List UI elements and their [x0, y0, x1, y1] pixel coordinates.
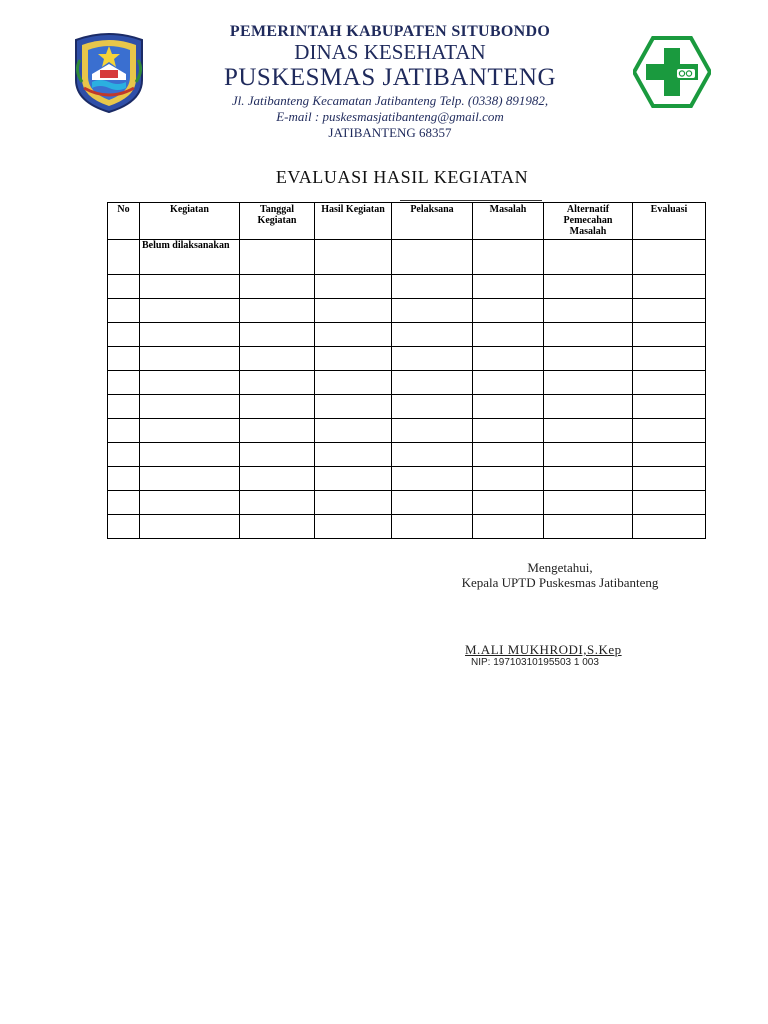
table-cell [544, 347, 633, 371]
letterhead-email: E-mail : puskesmasjatibanteng@gmail.com [276, 109, 504, 124]
table-cell [392, 240, 473, 275]
signature-acknowledged: Mengetahui, [527, 560, 593, 575]
table-cell [392, 371, 473, 395]
table-cell [633, 323, 706, 347]
table-cell [240, 371, 315, 395]
header-hasil-kegiatan: Hasil Kegiatan [315, 203, 392, 240]
table-row [108, 240, 706, 275]
table-cell [633, 240, 706, 275]
table-cell [108, 299, 140, 323]
table-cell [108, 371, 140, 395]
table-cell [544, 443, 633, 467]
table-cell [544, 419, 633, 443]
header-evaluasi: Evaluasi [633, 203, 706, 240]
table-cell [544, 323, 633, 347]
table-cell [240, 419, 315, 443]
letterhead-address: Jl. Jatibanteng Kecamatan Jatibanteng Telp. (0338) 891982, [231, 93, 549, 108]
table-row [108, 275, 706, 299]
table-cell [473, 515, 544, 539]
table-row [108, 299, 706, 323]
table-cell [140, 515, 240, 539]
table-row [108, 467, 706, 491]
regency-emblem-icon [70, 30, 148, 114]
table-cell [392, 443, 473, 467]
table-cell [140, 299, 240, 323]
table-cell [315, 299, 392, 323]
table-cell [140, 323, 240, 347]
table-row [108, 491, 706, 515]
table-cell [108, 467, 140, 491]
table-cell [473, 275, 544, 299]
signature-name: M.ALI MUKHRODI,S.Kep [465, 642, 622, 657]
table-cell [108, 240, 140, 275]
table-cell [315, 395, 392, 419]
letterhead-government: PEMERINTAH KABUPATEN SITUBONDO [229, 23, 551, 40]
table-cell [108, 443, 140, 467]
table-cell [108, 275, 140, 299]
table-cell [315, 491, 392, 515]
table-cell [633, 515, 706, 539]
table-cell [315, 347, 392, 371]
table-cell [473, 443, 544, 467]
table-cell [140, 275, 240, 299]
table-cell [140, 395, 240, 419]
letterhead-department: DINAS KESEHATAN [294, 40, 486, 64]
header-masalah: Masalah [473, 203, 544, 240]
table-cell [473, 240, 544, 275]
table-cell [240, 275, 315, 299]
table-cell [140, 467, 240, 491]
table-cell [392, 419, 473, 443]
table-cell [108, 395, 140, 419]
table-row [108, 419, 706, 443]
table-cell [544, 395, 633, 419]
table-cell [140, 371, 240, 395]
table-cell [633, 443, 706, 467]
table-cell [544, 240, 633, 275]
table-cell [108, 491, 140, 515]
table-cell [315, 323, 392, 347]
table-cell [315, 275, 392, 299]
table-cell [633, 419, 706, 443]
table-cell [240, 467, 315, 491]
header-tanggal-kegiatan: Tanggal Kegiatan [240, 203, 315, 240]
evaluation-table [107, 202, 706, 539]
table-cell [544, 275, 633, 299]
table-cell [544, 491, 633, 515]
table-cell [240, 515, 315, 539]
table-cell [392, 275, 473, 299]
table-header-row [108, 203, 706, 240]
table-cell [108, 323, 140, 347]
table-row [108, 323, 706, 347]
table-cell [633, 467, 706, 491]
table-row [108, 515, 706, 539]
table-cell-kegiatan: Belum dilaksanakan [140, 240, 240, 275]
table-cell [392, 515, 473, 539]
table-cell [392, 467, 473, 491]
table-cell [315, 240, 392, 275]
table-cell [633, 395, 706, 419]
header-pelaksana: Pelaksana [392, 203, 473, 240]
table-cell [392, 299, 473, 323]
table-cell [473, 419, 544, 443]
table-cell [315, 419, 392, 443]
table-cell [473, 395, 544, 419]
table-row [108, 443, 706, 467]
table-cell [633, 491, 706, 515]
table-cell [315, 467, 392, 491]
table-cell [140, 491, 240, 515]
table-cell [473, 347, 544, 371]
table-cell [240, 240, 315, 275]
table-cell [633, 371, 706, 395]
table-cell [633, 299, 706, 323]
table-row [108, 395, 706, 419]
table-cell [140, 347, 240, 371]
table-cell [392, 347, 473, 371]
signature-position: Kepala UPTD Puskesmas Jatibanteng [461, 575, 659, 590]
table-cell [544, 299, 633, 323]
table-cell [240, 395, 315, 419]
header-kegiatan: Kegiatan [140, 203, 240, 240]
table-row [108, 347, 706, 371]
table-cell [315, 443, 392, 467]
table-cell [544, 371, 633, 395]
table-cell [140, 419, 240, 443]
table-cell [240, 347, 315, 371]
table-cell [633, 275, 706, 299]
table-cell [240, 299, 315, 323]
table-row [108, 371, 706, 395]
signature-block [400, 560, 720, 590]
table-cell [473, 467, 544, 491]
table-cell [315, 371, 392, 395]
header-no: No [108, 203, 140, 240]
letterhead [150, 22, 630, 141]
signature-nip: NIP: 19710310195503 1 003 [471, 657, 599, 668]
table-cell [544, 467, 633, 491]
table-cell [140, 443, 240, 467]
table-cell [240, 323, 315, 347]
table-cell [544, 515, 633, 539]
table-cell [473, 323, 544, 347]
table-cell [108, 347, 140, 371]
document-title: EVALUASI HASIL KEGIATAN [275, 167, 529, 187]
table-cell [392, 323, 473, 347]
table-cell [392, 395, 473, 419]
letterhead-institution: PUSKESMAS JATIBANTENG [223, 64, 557, 91]
table-cell [240, 491, 315, 515]
table-cell [392, 491, 473, 515]
table-cell [473, 491, 544, 515]
title-underline [400, 200, 542, 201]
table-cell [108, 419, 140, 443]
table-cell [633, 347, 706, 371]
table-cell [473, 299, 544, 323]
header-alternatif-pemecahan-masalah: Alternatif Pemecahan Masalah [544, 203, 633, 240]
table-cell [315, 515, 392, 539]
table-cell [240, 443, 315, 467]
table-cell [473, 371, 544, 395]
letterhead-postal: JATIBANTENG 68357 [328, 125, 452, 140]
table-cell [108, 515, 140, 539]
puskesmas-cross-logo-icon [633, 36, 711, 108]
